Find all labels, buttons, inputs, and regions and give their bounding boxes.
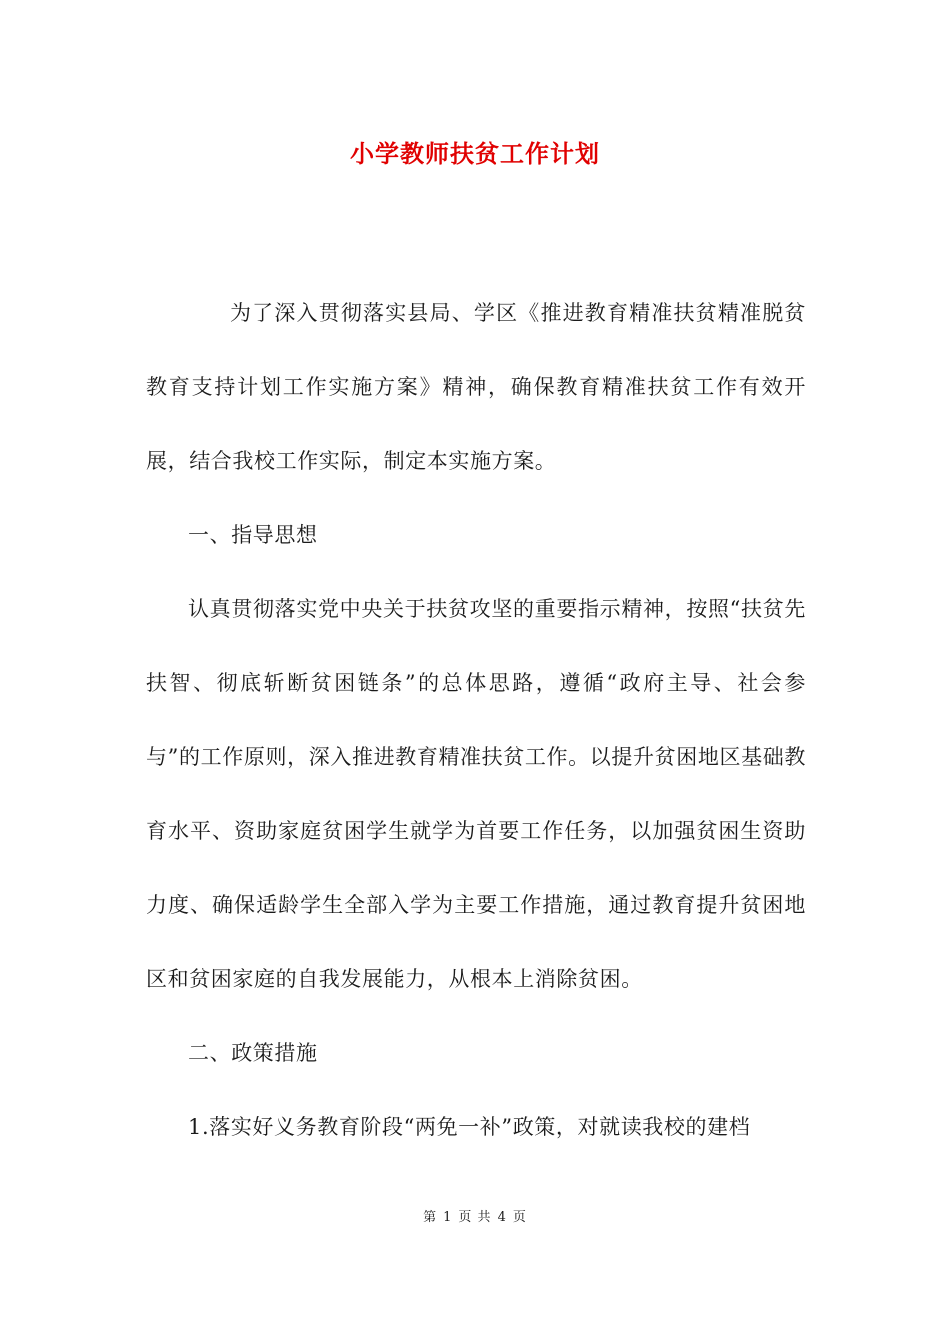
page-footer: [0, 1208, 950, 1228]
paragraph-policy-item-1: 1.落实好义务教育阶段“两免一补”政策，对就读我校的建档: [188, 1115, 751, 1139]
page-label-prefix: 第: [423, 1210, 438, 1225]
document-title: 小学教师扶贫工作计划: [350, 139, 600, 168]
section-heading-guiding-ideology: 一、指导思想: [188, 523, 318, 547]
page-label-mid: 页 共: [458, 1210, 492, 1225]
paragraph-guiding-ideology: 认真贯彻落实党中央关于扶贫攻坚的重要指示精神，按照“扶贫先扶智、彻底斩断贫困链条”的总体思路，遵循“政府主导、社会参与”的工作原则，深入推进教育精准扶贫工作。以提升贫困地区基础教育水平、资助家庭贫困学生就学为首要工作任务，以加强贫困生资助力度、确保适龄学生全部入学为主要工作措施，通过教育提升贫困地区和贫困家庭的自我发展能力，从根本上消除贫困。: [146, 597, 806, 991]
current-page-number: 1: [443, 1210, 453, 1225]
document-body: [146, 276, 806, 1164]
total-pages-number: 4: [497, 1210, 507, 1225]
paragraph-intro: 为了深入贯彻落实县局、学区《推进教育精准扶贫精准脱贫教育支持计划工作实施方案》精神，确保教育精准扶贫工作有效开展，结合我校工作实际，制定本实施方案。: [146, 301, 806, 473]
section-heading-policy-measures: 二、政策措施: [188, 1041, 318, 1065]
page-label-suffix: 页: [512, 1210, 527, 1225]
